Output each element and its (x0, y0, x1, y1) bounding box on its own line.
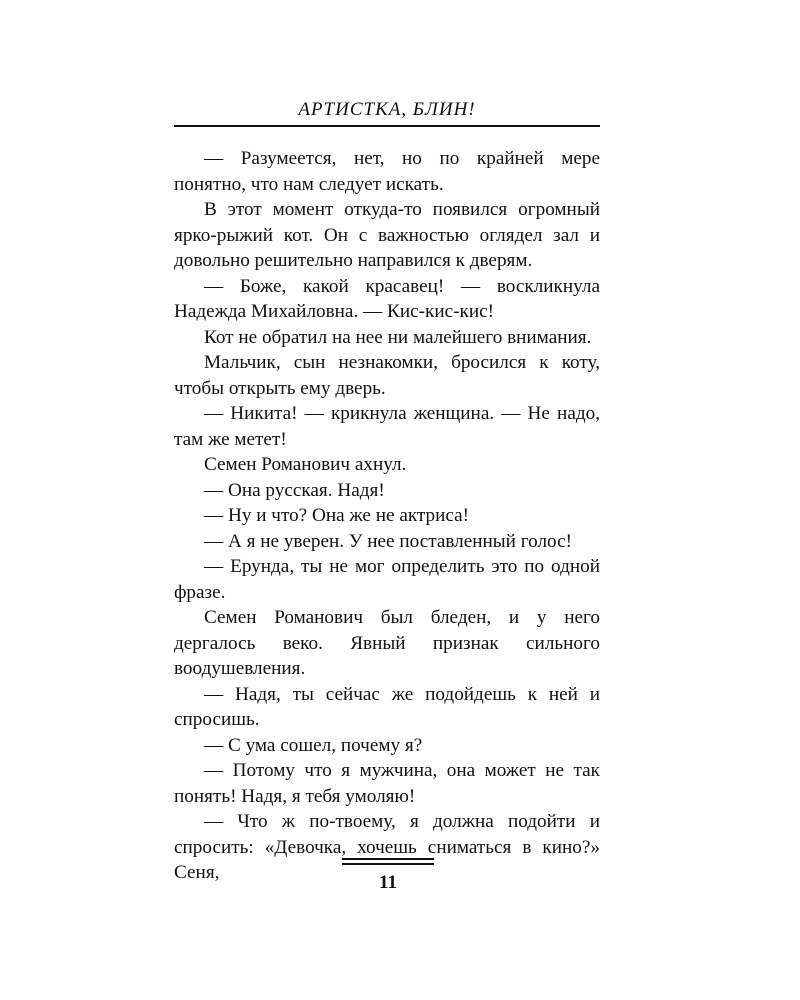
footer-rule-top (342, 858, 434, 860)
paragraph: Семен Романович ахнул. (204, 454, 407, 475)
paragraph: — Потому что я мужчина, она может не так понять! Надя, я тебя умоляю! (174, 760, 600, 807)
paragraph: — С ума сошел, почему я? (204, 734, 423, 756)
paragraph: В этот момент откуда-то появился огромный ярко-рыжий кот. Он с важностью оглядел зал и довольно решительно направился к дверям. (174, 199, 600, 271)
paragraph: — Надя, ты сейчас же подойдешь к ней и спросишь. (174, 683, 600, 730)
paragraph: Семен Романович был бледен, и у него дергалось веко. Явный признак сильного воодушевления. (174, 607, 600, 679)
paragraph: — Что ж по-твоему, я должна подойти и спросить: «Девочка, хочешь сниматься в кино?» Сеня, (174, 811, 600, 883)
running-head-title: АРТИСТКА, БЛИН! (298, 99, 476, 120)
body-text (174, 146, 600, 886)
paragraph: — Ерунда, ты не мог определить это по одной фразе. (174, 556, 600, 603)
paragraph: — Боже, какой красавец! — воскликнула Надежда Михайловна. — Кис-кис-кис! (174, 275, 600, 322)
paragraph: — Ну и что? Она же не актриса! (204, 505, 470, 526)
page-number: 11 (379, 872, 397, 893)
paragraph: — Разумеется, нет, но по крайней мере понятно, что нам следует искать. (174, 148, 600, 195)
paragraph: Кот не обратил на нее ни малейшего внимания. (204, 326, 592, 348)
paragraph: — Никита! — крикнула женщина. — Не надо, там же метет! (174, 403, 600, 450)
paragraph: Мальчик, сын незнакомки, бросился к коту, чтобы открыть ему дверь. (174, 352, 600, 399)
footer-rule-bottom (342, 863, 434, 865)
footer-double-rule (342, 858, 434, 868)
paragraph: — А я не уверен. У нее поставленный голос! (204, 530, 573, 552)
header-rule (174, 125, 600, 127)
paragraph: — Она русская. Надя! (204, 479, 385, 501)
